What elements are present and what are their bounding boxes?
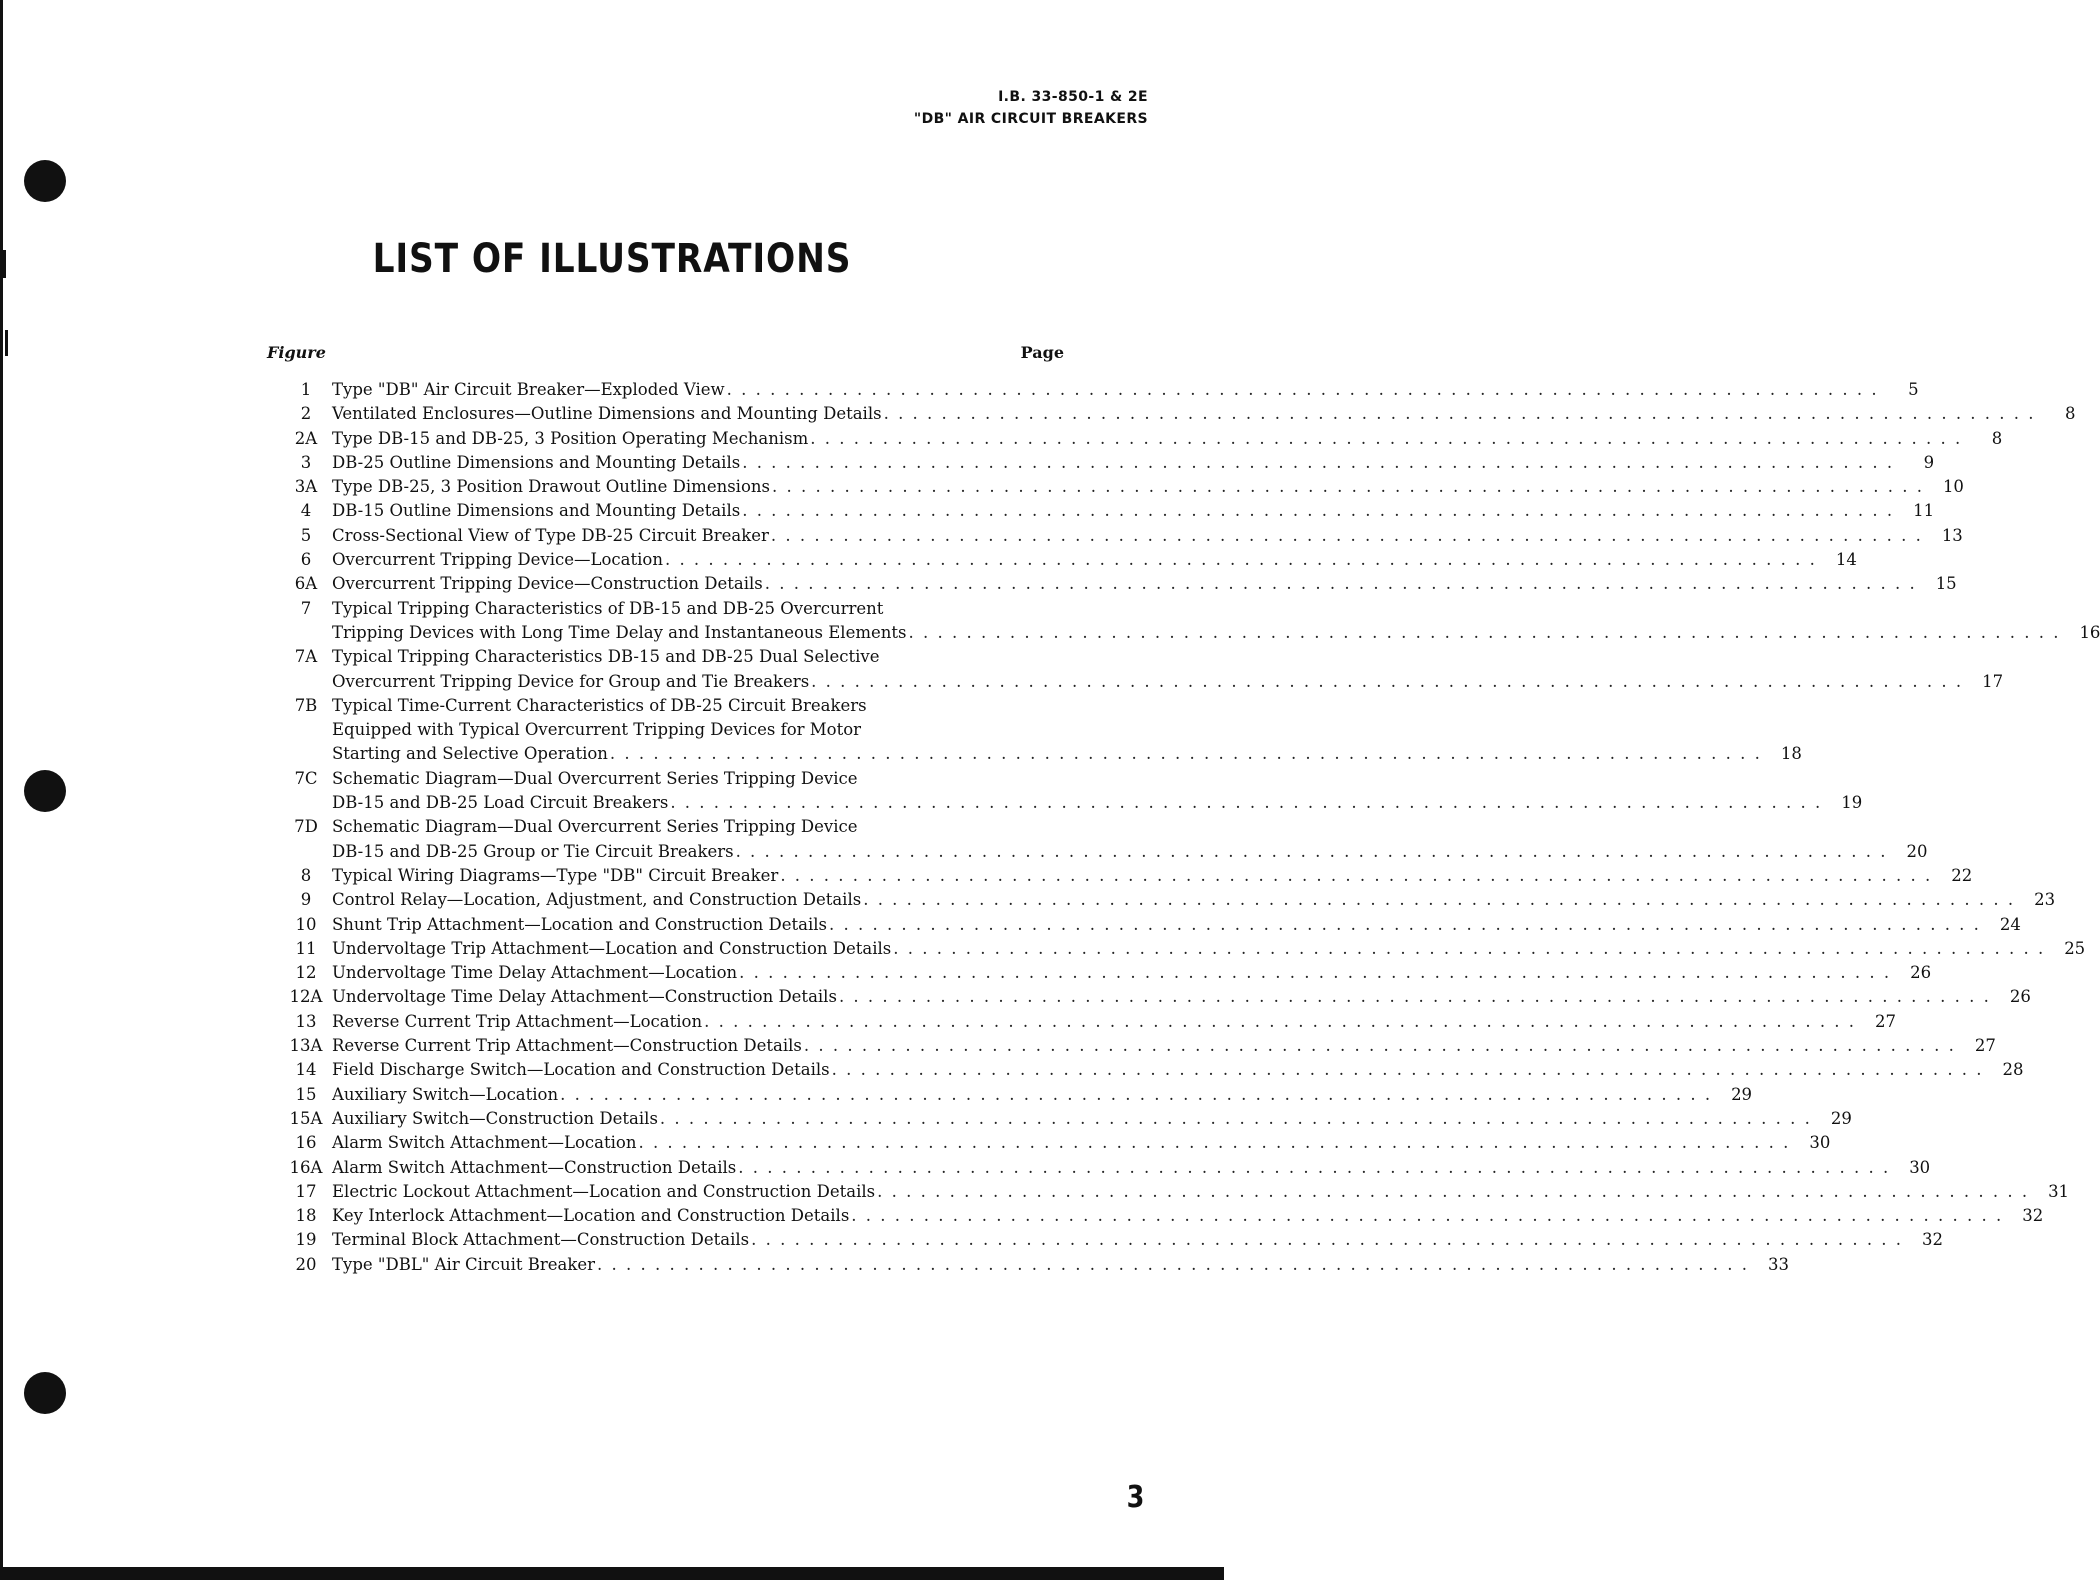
page-reference: 26: [2009, 987, 2031, 1007]
caption-line: Schematic Diagram—Dual Overcurrent Series Tripping Device: [332, 768, 858, 788]
dot-leader: . . . . . . . . . . . . . . . . . . . . . . . . . . . . . . . . . . . . . . . . . . . . . . . . . . . . . . . . . . . . . . . . . . . . . . . . . . . . . . . .: [609, 744, 1762, 764]
figure-number: 4: [300, 501, 312, 521]
dot-leader: . . . . . . . . . . . . . . . . . . . . . . . . . . . . . . . . . . . . . . . . . . . . . . . . . . . . . . . . . . . . . . . . . . . . . . . . . . . . . . . .: [597, 1254, 1749, 1274]
page-reference: 8: [2065, 404, 2076, 424]
page-reference: 29: [1731, 1084, 1753, 1104]
page-number: 3: [1126, 1480, 1145, 1515]
dot-leader: . . . . . . . . . . . . . . . . . . . . . . . . . . . . . . . . . . . . . . . . . . . . . . . . . . . . . . . . . . . . . . . . . . . . . . . . . . . . . . . .: [811, 671, 1964, 691]
list-item: [280, 937, 2086, 961]
figure-number: 15: [295, 1084, 317, 1104]
caption-line: Control Relay—Location, Adjustment, and Construction Details: [332, 890, 862, 910]
list-item: [280, 1034, 1996, 1058]
figure-column-heading: Figure: [267, 343, 326, 362]
caption-line: Type "DBL" Air Circuit Breaker: [332, 1254, 596, 1274]
page-reference: 5: [1908, 380, 1919, 399]
caption-line: Electric Lockout Attachment—Location and Construction Details: [332, 1181, 876, 1201]
page-reference: 10: [1942, 477, 1964, 497]
list-item: [280, 378, 1919, 402]
dot-leader: . . . . . . . . . . . . . . . . . . . . . . . . . . . . . . . . . . . . . . . . . . . . . . . . . . . . . . . . . . . . . . . . . . . . . . . . . . . . . . . .: [735, 841, 1888, 861]
figure-number: 13: [295, 1011, 317, 1031]
dot-leader: . . . . . . . . . . . . . . . . . . . . . . . . . . . . . . . . . . . . . . . . . . . . . . . . . . . . . . . . . . . . . . . . . . . . . . . . . . . . . . . .: [742, 501, 1895, 521]
page-reference: 23: [2034, 890, 2056, 910]
list-item: [280, 524, 1963, 548]
list-item: [280, 1010, 1897, 1034]
page-reference: 30: [1809, 1133, 1831, 1153]
figure-number: 12: [295, 963, 317, 983]
caption-line: Typical Wiring Diagrams—Type "DB" Circuit Breaker: [332, 865, 779, 885]
caption-line: DB-15 and DB-25 Group or Tie Circuit Breakers: [332, 841, 734, 861]
list-item: [280, 402, 2076, 426]
dot-leader: . . . . . . . . . . . . . . . . . . . . . . . . . . . . . . . . . . . . . . . . . . . . . . . . . . . . . . . . . . . . . . . . . . . . . . . . . . . . . . . .: [803, 1036, 1956, 1056]
caption-line: Undervoltage Trip Attachment—Location and Construction Details: [332, 938, 892, 958]
figure-number: 19: [295, 1230, 317, 1250]
caption-line: Tripping Devices with Long Time Delay and Instantaneous Elements: [332, 622, 907, 642]
figure-number: 14: [295, 1060, 317, 1080]
figure-number: 7D: [294, 817, 318, 837]
list-item: [280, 499, 1935, 523]
caption-line: Overcurrent Tripping Device—Construction Details: [332, 574, 763, 594]
list-item: [280, 427, 2003, 451]
caption-line: Ventilated Enclosures—Outline Dimensions and Mounting Details: [332, 404, 882, 424]
figure-number: 3: [300, 452, 312, 472]
list-item: [280, 475, 1964, 499]
page-reference: 31: [2048, 1181, 2070, 1201]
dot-leader: . . . . . . . . . . . . . . . . . . . . . . . . . . . . . . . . . . . . . . . . . . . . . . . . . . . . . . . . . . . . . . . . . . . . . . . . . . . . . . . .: [560, 1084, 1713, 1104]
caption-line: Type "DB" Air Circuit Breaker—Exploded View: [332, 380, 725, 399]
illustrations-list: [280, 378, 2100, 1277]
dot-leader: . . . . . . . . . . . . . . . . . . . . . . . . . . . . . . . . . . . . . . . . . . . . . . . . . . . . . . . . . . . . . . . . . . . . . . . . . . . . . . . .: [670, 793, 1823, 813]
caption-line: Type DB-25, 3 Position Drawout Outline Dimensions: [332, 477, 770, 497]
figure-number: 16A: [289, 1157, 323, 1177]
figure-number: 9: [300, 890, 312, 910]
caption-line: DB-15 and DB-25 Load Circuit Breakers: [332, 793, 669, 813]
dot-leader: . . . . . . . . . . . . . . . . . . . . . . . . . . . . . . . . . . . . . . . . . . . . . . . . . . . . . . . . . . . . . . . . . . . . . . . . . . . . . . . .: [739, 963, 1892, 983]
list-item: [280, 1107, 1852, 1131]
page-reference: 8: [1991, 428, 2003, 448]
dot-leader: . . . . . . . . . . . . . . . . . . . . . . . . . . . . . . . . . . . . . . . . . . . . . . . . . . . . . . . . . . . . . . . . . . . . . . . . . . . . . . . .: [831, 1060, 1984, 1080]
page-reference: 15: [1935, 574, 1957, 594]
list-item: [280, 1253, 1789, 1277]
caption-line: Cross-Sectional View of Type DB-25 Circuit Breaker: [332, 525, 769, 545]
page-reference: 30: [1909, 1157, 1931, 1177]
caption-line: Starting and Selective Operation: [332, 744, 608, 764]
page-reference: 19: [1841, 793, 1863, 813]
page-reference: 13: [1941, 525, 1963, 545]
figure-number: 2: [300, 404, 312, 424]
list-item: [280, 1083, 1753, 1107]
page-reference: 29: [1830, 1108, 1852, 1128]
caption-line: Overcurrent Tripping Device—Location: [332, 550, 663, 570]
dot-leader: . . . . . . . . . . . . . . . . . . . . . . . . . . . . . . . . . . . . . . . . . . . . . . . . . . . . . . . . . . . . . . . . . . . . . . . . . . . . . . . .: [780, 865, 1933, 885]
figure-number: 5: [300, 525, 312, 545]
page-reference: 25: [2064, 938, 2086, 958]
figure-number: 18: [295, 1206, 317, 1226]
dot-leader: . . . . . . . . . . . . . . . . . . . . . . . . . . . . . . . . . . . . . . . . . . . . . . . . . . . . . . . . . . . . . . . . . . . . . . . . . . . . . . . .: [838, 987, 1991, 1007]
dot-leader: . . . . . . . . . . . . . . . . . . . . . . . . . . . . . . . . . . . . . . . . . . . . . . . . . . . . . . . . . . . . . . . . . . . . . . . . . . . . . . . .: [664, 550, 1817, 570]
caption-line: Typical Tripping Characteristics of DB-15 and DB-25 Overcurrent: [332, 598, 884, 618]
dot-leader: . . . . . . . . . . . . . . . . . . . . . . . . . . . . . . . . . . . . . . . . . . . . . . . . . . . . . . . . . . . . . . . . . . . . . . . . . . . . . . . .: [863, 890, 2016, 910]
figure-number: 8: [300, 865, 312, 885]
list-item: [280, 888, 2056, 912]
page-reference: 17: [1982, 671, 2004, 691]
dot-leader: . . . . . . . . . . . . . . . . . . . . . . . . . . . . . . . . . . . . . . . . . . . . . . . . . . . . . . . . . . . . . . . . . . . . . . . . . . . . . . . .: [828, 914, 1981, 934]
caption-line: Typical Tripping Characteristics DB-15 and DB-25 Dual Selective: [332, 647, 880, 667]
dot-leader: . . . . . . . . . . . . . . . . . . . . . . . . . . . . . . . . . . . . . . . . . . . . . . . . . . . . . . . . . . . . . . . . . . . . . . . . . . . . . . . .: [704, 1011, 1857, 1031]
figure-number: 17: [295, 1181, 317, 1201]
dot-leader: . . . . . . . . . . . . . . . . . . . . . . . . . . . . . . . . . . . . . . . . . . . . . . . . . . . . . . . . . . . . . . . . . . . . . . . . . . . . . . . .: [638, 1133, 1791, 1153]
list-item: [280, 1180, 2070, 1204]
caption-line: Type DB-15 and DB-25, 3 Position Operating Mechanism: [332, 428, 809, 448]
caption-line: DB-15 Outline Dimensions and Mounting Details: [332, 501, 741, 521]
list-item: [280, 645, 2004, 694]
scan-edge-mark: [5, 330, 8, 356]
figure-number: 1: [300, 380, 312, 399]
figure-number: 7A: [294, 647, 318, 667]
list-item: [280, 548, 1857, 572]
page-reference: 11: [1913, 501, 1935, 521]
dot-leader: . . . . . . . . . . . . . . . . . . . . . . . . . . . . . . . . . . . . . . . . . . . . . . . . . . . . . . . . . . . . . . . . . . . . . . . . . . . . . . . .: [659, 1108, 1812, 1128]
list-item: [280, 1204, 2044, 1228]
figure-number: 3A: [294, 477, 318, 497]
figure-number: 7C: [294, 768, 318, 788]
dot-leader: . . . . . . . . . . . . . . . . . . . . . . . . . . . . . . . . . . . . . . . . . . . . . . . . . . . . . . . . . . . . . . . . . . . . . . . . . . . . . . . .: [877, 1181, 2030, 1201]
figure-number: 15A: [289, 1108, 323, 1128]
list-item: [280, 451, 1935, 475]
page-reference: 27: [1974, 1036, 1996, 1056]
list-item: [280, 1228, 1944, 1252]
caption-line: Equipped with Typical Overcurrent Tripping Devices for Motor: [332, 720, 862, 740]
dot-leader: . . . . . . . . . . . . . . . . . . . . . . . . . . . . . . . . . . . . . . . . . . . . . . . . . . . . . . . . . . . . . . . . . . . . . . . . . . . . . . . .: [851, 1206, 2004, 1226]
page-reference: 18: [1780, 744, 1802, 764]
caption-line: Reverse Current Trip Attachment—Construction Details: [332, 1036, 802, 1056]
caption-line: Key Interlock Attachment—Location and Construction Details: [332, 1206, 850, 1226]
caption-line: Auxiliary Switch—Construction Details: [332, 1108, 658, 1128]
figure-number: 16: [295, 1133, 317, 1153]
caption-line: Reverse Current Trip Attachment—Location: [332, 1011, 703, 1031]
dot-leader: . . . . . . . . . . . . . . . . . . . . . . . . . . . . . . . . . . . . . . . . . . . . . . . . . . . . . . . . . . . . . . . . . . . . . . . . . . . . . . . .: [742, 452, 1895, 472]
figure-number: 13A: [289, 1036, 323, 1056]
list-item: [280, 1156, 1931, 1180]
list-item: [280, 913, 2021, 937]
figure-number: 2A: [294, 428, 318, 448]
document-number: I.B. 33-850-1 & 2E: [998, 89, 1148, 105]
dot-leader: . . . . . . . . . . . . . . . . . . . . . . . . . . . . . . . . . . . . . . . . . . . . . . . . . . . . . . . . . . . . . . . . . . . . . . . . . . . . . . . .: [810, 428, 1963, 448]
caption-line: Overcurrent Tripping Device for Group and Tie Breakers: [332, 671, 810, 691]
page-reference: 28: [2002, 1060, 2024, 1080]
scan-edge-bottom: [0, 1567, 1224, 1580]
caption-line: Auxiliary Switch—Location: [332, 1084, 559, 1104]
caption-line: Undervoltage Time Delay Attachment—Location: [332, 963, 738, 983]
page-reference: 32: [2022, 1206, 2044, 1226]
dot-leader: . . . . . . . . . . . . . . . . . . . . . . . . . . . . . . . . . . . . . . . . . . . . . . . . . . . . . . . . . . . . . . . . . . . . . . . . . . . . . . . .: [772, 477, 1924, 497]
page-reference: 32: [1922, 1230, 1944, 1250]
caption-line: Terminal Block Attachment—Construction Details: [332, 1230, 750, 1250]
document-subject: "DB" AIR CIRCUIT BREAKERS: [913, 111, 1148, 127]
page-reference: 20: [1906, 841, 1928, 861]
binder-hole: [24, 1372, 66, 1414]
list-item: [280, 815, 1928, 864]
page-reference: 16: [2079, 622, 2100, 642]
caption-line: Alarm Switch Attachment—Location: [332, 1133, 637, 1153]
binder-hole: [24, 160, 66, 202]
page-reference: 9: [1923, 452, 1935, 472]
figure-number: 11: [295, 938, 317, 958]
page-reference: 33: [1767, 1254, 1789, 1274]
page-reference: 14: [1835, 550, 1857, 570]
list-item: [280, 572, 1957, 596]
scan-edge-mark: [3, 250, 6, 278]
caption-line: DB-25 Outline Dimensions and Mounting Details: [332, 452, 741, 472]
list-item: [280, 1058, 2024, 1082]
figure-number: 20: [295, 1254, 317, 1274]
dot-leader: . . . . . . . . . . . . . . . . . . . . . . . . . . . . . . . . . . . . . . . . . . . . . . . . . . . . . . . . . . . . . . . . . . . . . . . . . . . . . . . .: [764, 574, 1917, 594]
list-item: [280, 597, 2100, 646]
binder-hole: [24, 770, 66, 812]
list-item: [280, 864, 1973, 888]
page-reference: 22: [1951, 865, 1973, 885]
dot-leader: . . . . . . . . . . . . . . . . . . . . . . . . . . . . . . . . . . . . . . . . . . . . . . . . . . . . . . . . . . . . . . . . . . . . . . . . . . . . . . . .: [738, 1157, 1891, 1177]
page-reference: 27: [1875, 1011, 1897, 1031]
scan-edge-left: [0, 0, 3, 1580]
figure-number: 6: [300, 550, 312, 570]
caption-line: Typical Time-Current Characteristics of DB-25 Circuit Breakers: [332, 695, 867, 715]
page-column-heading: Page: [1020, 343, 1064, 362]
list-item: [280, 985, 2031, 1009]
caption-line: Schematic Diagram—Dual Overcurrent Series Tripping Device: [332, 817, 858, 837]
page-title: LIST OF ILLUSTRATIONS: [372, 236, 852, 282]
dot-leader: . . . . . . . . . . . . . . . . . . . . . . . . . . . . . . . . . . . . . . . . . . . . . . . . . . . . . . . . . . . . . . . . . . . . . . . . . . . . . . . .: [883, 404, 2036, 424]
dot-leader: . . . . . . . . . . . . . . . . . . . . . . . . . . . . . . . . . . . . . . . . . . . . . . . . . . . . . . . . . . . . . . . . . . . . . . . . . . . . . . . .: [908, 622, 2061, 642]
figure-number: 10: [295, 914, 317, 934]
caption-line: Field Discharge Switch—Location and Construction Details: [332, 1060, 830, 1080]
dot-leader: . . . . . . . . . . . . . . . . . . . . . . . . . . . . . . . . . . . . . . . . . . . . . . . . . . . . . . . . . . . . . . . . . . . . . . . . . . . . . . . .: [770, 525, 1923, 545]
figure-number: 12A: [289, 987, 323, 1007]
figure-number: 7: [300, 598, 312, 618]
page-reference: 26: [1910, 963, 1932, 983]
figure-number: 6A: [294, 574, 318, 594]
list-item: [280, 767, 1863, 816]
list-item: [280, 961, 1932, 985]
dot-leader: . . . . . . . . . . . . . . . . . . . . . . . . . . . . . . . . . . . . . . . . . . . . . . . . . . . . . . . . . . . . . . . . . . . . . . . . . . . . . . . .: [893, 938, 2046, 958]
list-item: [280, 694, 1802, 767]
page-reference: 24: [1999, 914, 2021, 934]
running-header: [914, 86, 1148, 130]
dot-leader: . . . . . . . . . . . . . . . . . . . . . . . . . . . . . . . . . . . . . . . . . . . . . . . . . . . . . . . . . . . . . . . . . . . . . . . . . . . . . . . .: [751, 1230, 1904, 1250]
caption-line: Alarm Switch Attachment—Construction Details: [332, 1157, 737, 1177]
dot-leader: . . . . . . . . . . . . . . . . . . . . . . . . . . . . . . . . . . . . . . . . . . . . . . . . . . . . . . . . . . . . . . . . . . . . . . . . . . . . . . . .: [726, 380, 1879, 399]
caption-line: Shunt Trip Attachment—Location and Construction Details: [332, 914, 827, 934]
caption-line: Undervoltage Time Delay Attachment—Construction Details: [332, 987, 837, 1007]
figure-number: 7B: [294, 695, 318, 715]
list-item: [280, 1131, 1831, 1155]
